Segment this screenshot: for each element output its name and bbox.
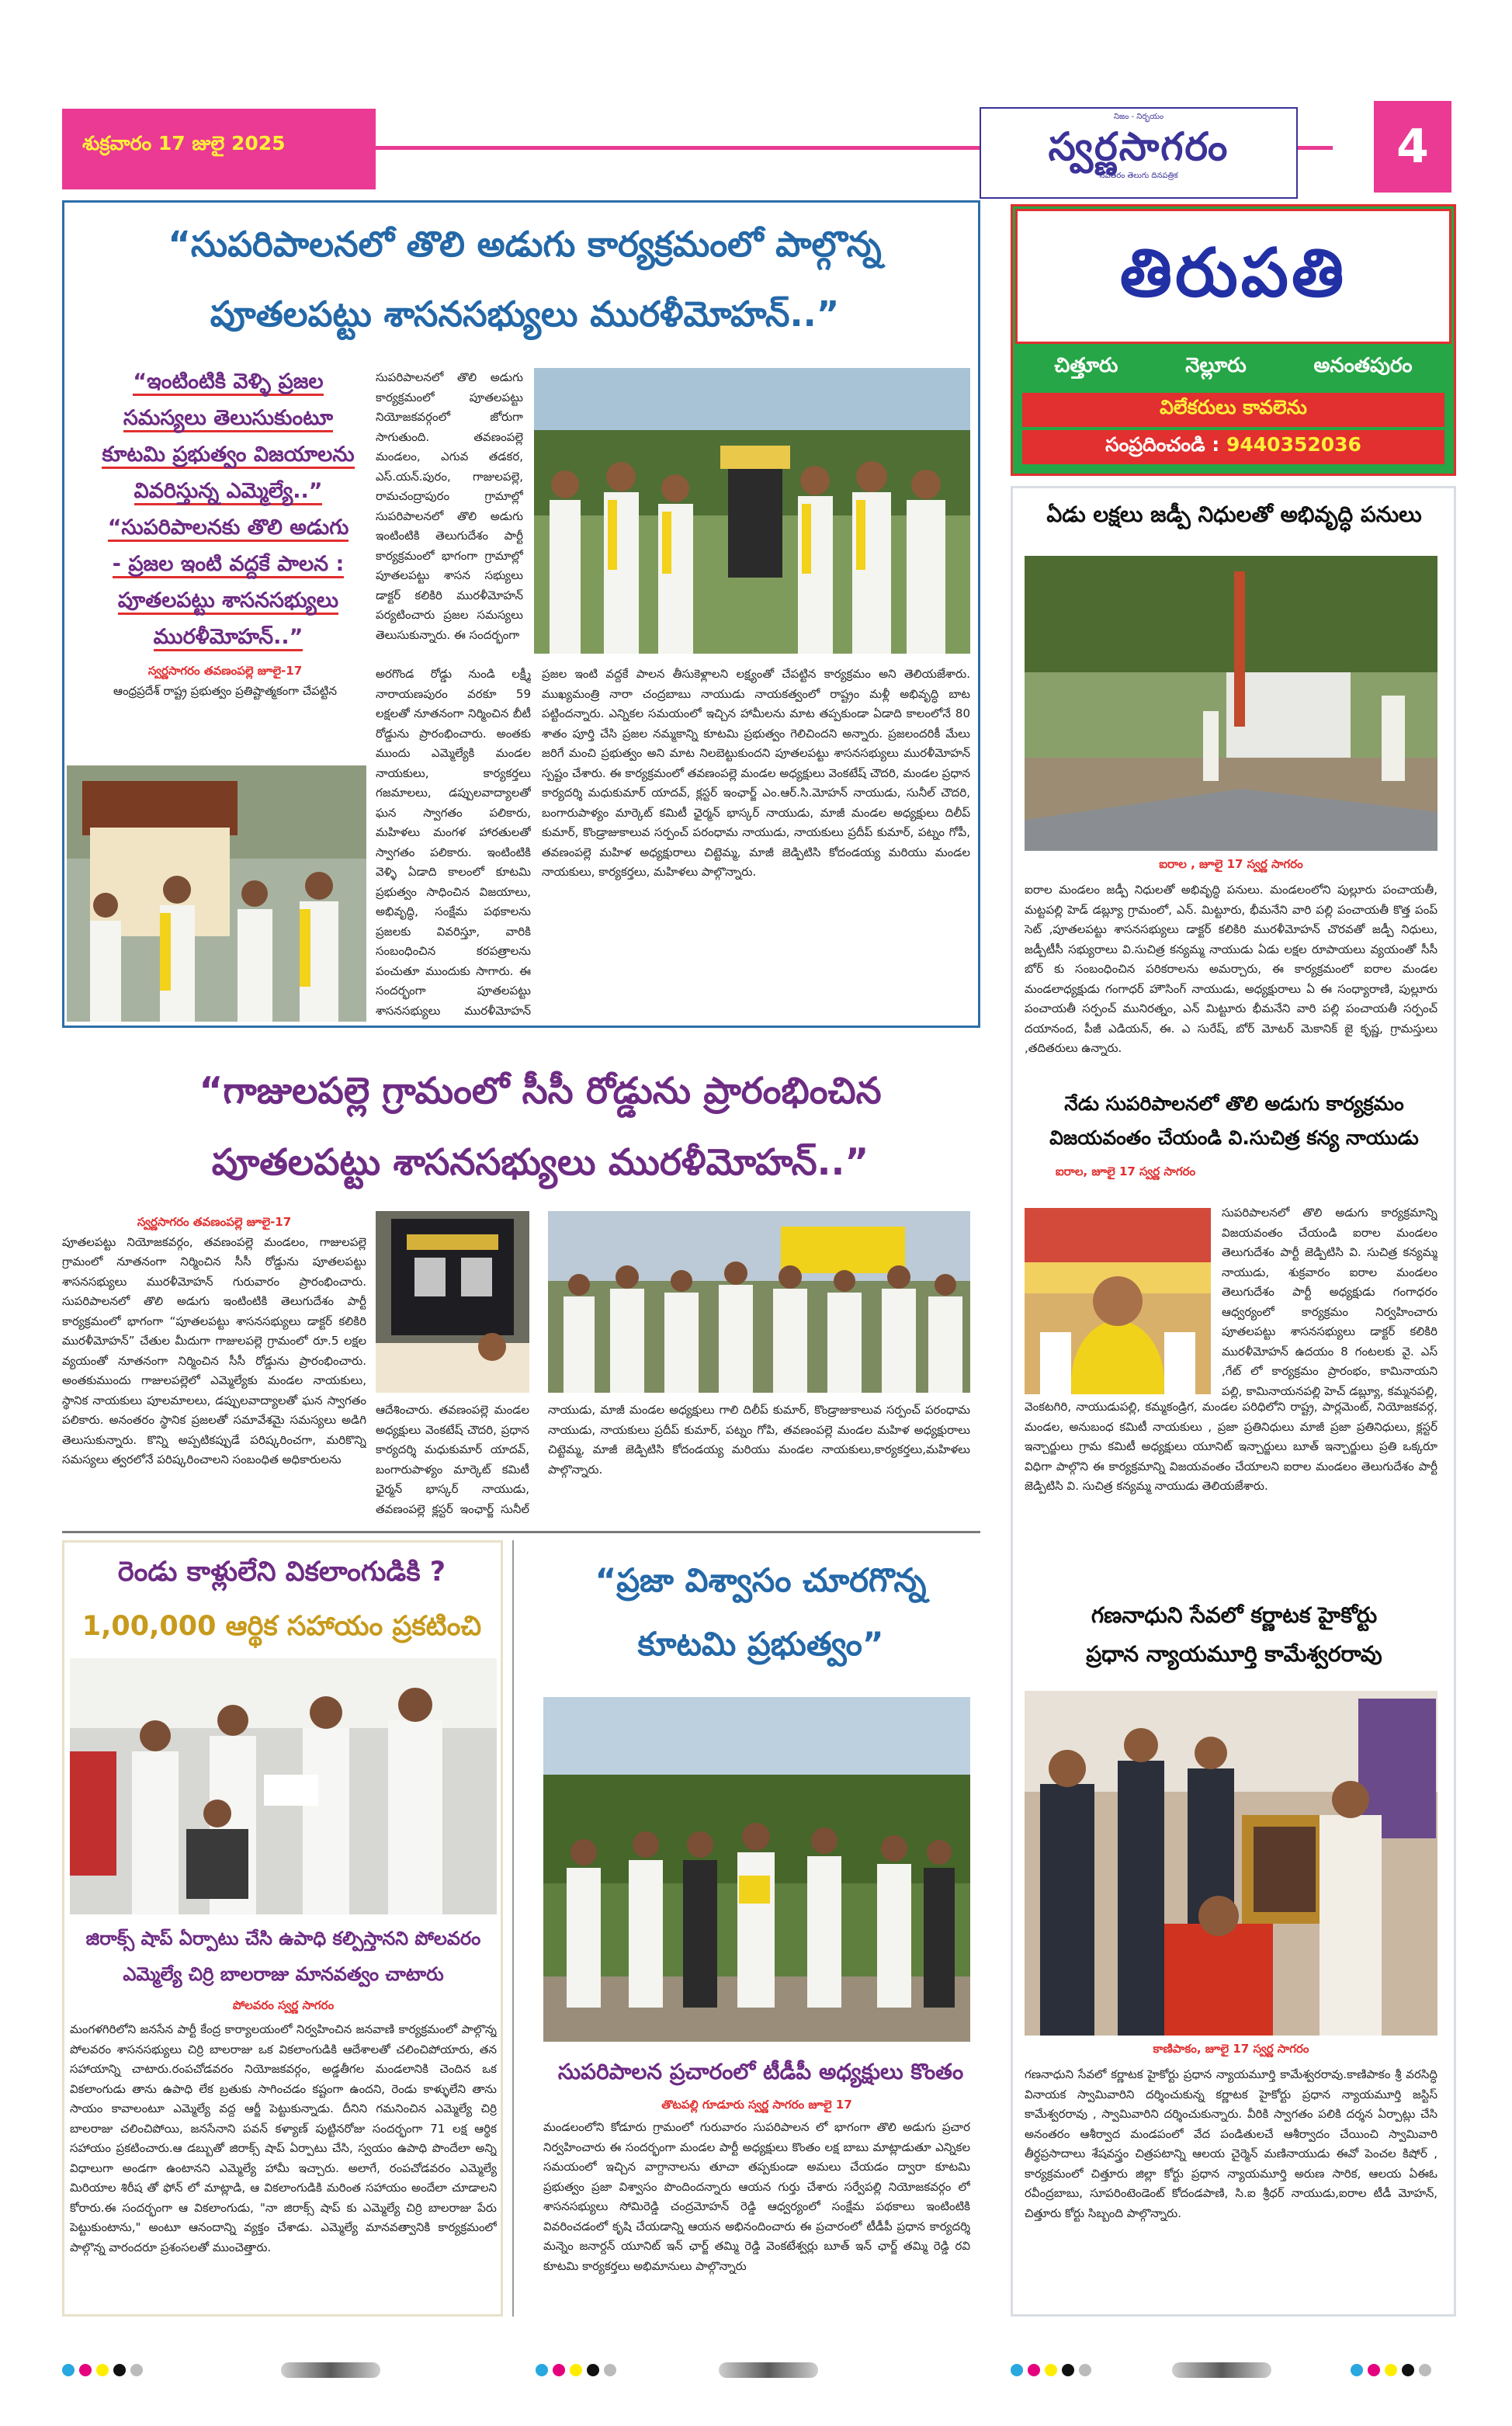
bottom-middle-headline: “ప్రజా విశ్వాసం చూరగొన్న కూటమి ప్రభుత్వం”: [595, 1561, 927, 1663]
issue-date: శుక్రవారం 17 జులై 2025: [62, 109, 376, 189]
article1-subheadline: “ఇంటింటికి వెళ్ళి ప్రజల సమస్యలు తెలుసుకుంటూ కూటమి ప్రభుత్వం విజయాలను వివరిస్తున్న ఎమ్మెల్యే..” “సుపరిపాలనకు తొలి అడుగు - ప్రజల ఇంటి వద్దకే పాలన : పూతలపట్టు శాసనసభ్యులు మురళీమోహన్..”: [96, 363, 360, 655]
article2-column-3: నాయుడు, మాజీ మండల అధ్యక్షులు గాలి దిలీప్ కుమార్, కొండ్రాజుకాలువ సర్పంచ్ పరంధామ నాయుడు, నాయకులు ప్రదీప్ కుమార్, పట్నం గోపి, తవణంపల్లె మండల మహిళ అధ్యక్షురాలు చిట్టెమ్మ, మాజీ జెడ్పిటిసి కోదండయ్య మరియు మండల నాయకులు,కార్యకర్తలు,మహిళలు పాల్గొన్నారు.: [548, 1403, 970, 1477]
right1-headline: ఏడు లక్షలు జడ్పీ నిధులతో అభివృద్ధి పనులు: [1046, 502, 1422, 527]
bottom-middle-caption: సుపరిపాలన ప్రచారంలో టీడీపీ అధ్యక్షులు కొంతం: [557, 2059, 964, 2084]
ad-cities: [1013, 346, 1454, 385]
bottom-left-caption: జిరాక్స్ షాప్ ఏర్పాటు చేసి ఉపాధి కల్పిస్తానని పోలవరం ఎమ్మెల్యే చిర్రి బాలరాజు మానవత్వం చాటారు: [85, 1928, 481, 1985]
article2-photo-crowd: [548, 1211, 970, 1393]
right2-photo-portrait: [1025, 1208, 1211, 1394]
tirupati-ad: [1011, 204, 1456, 476]
ad-city: నెల్లూరు: [1185, 354, 1247, 377]
ad-title: తిరుపతి: [1119, 234, 1347, 312]
column-divider: [512, 1540, 514, 2317]
right1-body: ఐరాల మండలం జడ్పీ నిధులతో అభివృద్ధి పనులు. మండలంలోని పుల్లూరు పంచాయతీ, మట్టపల్లి హెడ్ డబ్ల్యూ గ్రామంలో, ఎన్. మిట్టూరు, భీమనేని వారి పల్లి పంచాయతీ కొత్త పంప్ సెట్ ,పూతలపట్టు శాసనసభ్యులు డాక్టర్ కలికిరి మురళీమోహన్ చొరవతో జడ్పీ నిధులు, జడ్పీటీసీ సభ్యురాలు వి.సుచిత్ర కన్యమ్మ నాయుడు ఏడు లక్షల రూపాయలు వ్యయంతో సీసీ బోర్ కు సంబంధించిన పరికరాలను అమర్చారు, ఈ కార్యక్రమంలో ఐరాల మండల మండలాధ్యక్షుడు గంగాధర్ హౌసింగ్ నాయుడు, అధ్యక్షురాలు ఏ ఈ సంధ్యారాణి, పుల్లూరు పంచాయతీ సర్పంచ్ మునిరత్నం, ఎన్ మిట్టూరు భీమనేని వారి పల్లి పంచాయతీ సర్పంచ్ దయానంద, పీజీ ఎడియన్, ఈ. ఎ సురేష్, బోర్ మోటర్ మెకానిక్ జై కృష్ణ, గ్రామస్తులు ,తదితరులు ఉన్నారు.: [1025, 883, 1437, 1055]
bottom-middle-photo: [543, 1697, 970, 2042]
bottom-left-headline: రెండు కాళ్లులేని వికలాంగుడికి ? 1,00,000 ఆర్థిక సహాయం ప్రకటించి: [81, 1557, 482, 1642]
right2-dateline: ఐరాల, జూలై 17 స్వర్ణ సాగరం: [1055, 1164, 1196, 1178]
ad-title-box: [1015, 209, 1451, 344]
logo-tagline-bottom: నవతరం తెలుగు దినపత్రిక: [1099, 172, 1178, 180]
registration-dots: [62, 2360, 143, 2380]
right3-photo-temple: [1025, 1691, 1437, 2036]
bottom-middle-body: మండలంలోని కోడూరు గ్రామంలో గురువారం సుపరిపాలన లో భాగంగా తొలి అడుగు ప్రచార నిర్వహించారు ఈ సందర్భంగా మండల పార్టీ అధ్యక్షులు కొంతం లక్ష బాబు మాట్లాడుతూ ఎన్నికల సమయంలో ఇచ్చిన వాగ్దానాలను తూచా తప్పకుండా అమలు చేయడం ద్వారా కూటమి ప్రభుత్వం ప్రజా విశ్వాసం పొందిందన్నారు ఆయన గుర్తు చేశారు సర్వేపల్లి నియోజకవర్గం లో శాసనసభ్యులు సోమిరెడ్డి చంద్రమోహన్ రెడ్డి ఆధ్వర్యంలో సంక్షేమ పథకాలు ఇంటింటికి వివరించడంలో కృషి చేయడాన్ని ఆయన అభినందించారు ఈ ప్రచారంలో టీడీపీ ప్రధాన కార్యదర్శి మన్నెం జనార్దన్ యూనిట్ ఇన్ ఛార్జ్ తమ్మి రెడ్డి వెంకటేశ్వర్లు బూత్ ఇన్ ఛార్జ్ తమ్మి రెడ్డి రవి కూటమి కార్యకర్తలు అభిమానులు పాల్గొన్నారు: [543, 2120, 970, 2273]
bottom-middle-dateline: తొటపల్లి గూడూరు స్వర్ణ సాగరం జూలై 17: [661, 2098, 852, 2112]
registration-dots: [536, 2360, 616, 2380]
bottom-left-photo: [70, 1658, 497, 1914]
ad-phone: 9440352036: [1226, 433, 1361, 456]
right1-photo-borewell: [1025, 556, 1437, 851]
article2-headline: “గాజులపల్లె గ్రామంలో సీసీ రోడ్డును ప్రారంభించిన పూతలపట్టు శాసనసభ్యులు మురళీమోహన్..”: [199, 1070, 882, 1184]
right3-body: గణనాధుని సేవలో కర్ణాటక హైకోర్టు ప్రధాన న్యాయమూర్తి కామేశ్వరరావు.కాణిపాకం శ్రీ వరసిద్ధి వినాయక స్వామివారిని దర్శించుకున్న కర్ణాటక హైకోర్టు ప్రధాన న్యాయమూర్తి జస్టిస్ కామేశ్వరరావు , స్వామివారిని దర్శించుకున్నారు. వీరికి స్వాగతం పలికి దర్శన ఏర్పాట్లు చేసి అనంతరం ఆశీర్వాద మండపంలో వేద పండితులచే ఆశీర్వాదం చేయించి స్వామివారి తీర్థప్రసాదాలు శేషవస్త్రం చిత్రపటాన్ని ఆలయ చైర్మెన్ మణినాయుడు ఈవో పెంచల కిషోర్ , కార్యక్రమంలో చిత్తూరు జిల్లా కోర్టు ప్రధాన న్యాయమూర్తి అరుణ సారిక, ఆలయ ఏఈఓ రవీంద్రబాబు, సూపరింటెండెంట్ కోదండపాణి, సి.ఐ శ్రీధర్ నాయుడు,ఐరాల టీడీ మోహన్, చిత్తూరు కోర్టు సిబ్బంది పాల్గొన్నారు.: [1025, 2067, 1437, 2220]
ad-notice: విలేకరులు కావలెను: [1022, 393, 1444, 427]
article1-column-2: అరగొండ రోడ్డు నుండి లక్ష్మీ నారాయణపురం వరకూ 59 లక్షలతో నూతనంగా నిర్మించిన బీటీ రోడ్డును ప్రారంభించారు. అంతకు ముందు ఎమ్మెల్యేకి మండల నాయకులు, కార్యకర్తలు గజమాలలు, డప్పులవాద్యాలతో ఘన స్వాగతం పలికారు, మహిళలు మంగళ హారతులతో స్వాగతం పలికారు. ఇంటింటికి వెళ్ళి ఏడాది కాలంలో కూటమి ప్రభుత్వం సాధించిన విజయాలు, అభివృద్ధి, సంక్షేమ పథకాలను ప్రజలకు వివరిస్తూ, వారికి సంబంధించిన కరపత్రాలను పంచుతూ ముందుకు సాగారు. ఈ సందర్భంగా పూతలపట్టు శాసనసభ్యులు మురళీమోహన్: [376, 667, 531, 1018]
article1-column-3: ప్రజల ఇంటి వద్దకే పాలన తీసుకెళ్లాలని లక్ష్యంతో చేపట్టిన కార్యక్రమం అని తెలియజేశారు. ముఖ్యమంత్రి నారా చంద్రబాబు నాయుడు నాయకత్వంలో రాష్ట్రం మళ్లీ అభివృద్ధి బాట పట్టిందన్నారు. ఎన్నికల సమయంలో ఇచ్చిన హామీలను మాట తప్పకుండా ఏడాది కాలంలోనే 80 శాతం పూర్తి చేసి ప్రజల నమ్మకాన్ని కూటమి ప్రభుత్వం గెలిచిందని అన్నారు. ప్రజలందరికీ మేలు జరిగే మంచి ప్రభుత్వం అని మాట నిలబెట్టుకుందని పూతలపట్టు శాసనసభ్యులు మురళీమోహన్ స్పష్టం చేశారు. ఈ కార్యక్రమంలో తవణంపల్లె మండల అధ్యక్షులు వెంకటేష్ చౌదరి, మండల ప్రధాన కార్యదర్శి మధుకుమార్ యాదవ్, క్లస్టర్ ఇంఛార్జ్ ఎం.ఆర్.సి.మోహన్ నాయుడు, సునీల్ చౌదరి, బంగారుపాళ్యం మార్కెట్ కమిటీ ఛైర్మన్ భాస్కర్ నాయుడు, మాజీ మండల అధ్యక్షులు దిలీప్ కుమార్, కొండ్రాజుకాలువ సర్పంచ్ పరంధామ నాయుడు, నాయకులు ప్రదీప్ కుమార్, పట్నం గోపీ, తవణంపల్లె మహిళ అధ్యక్షురాలు చిట్టెమ్మ, మాజీ జెడ్పిటిసి కోదండయ్య మరియు మండల నాయకులు, కార్యకర్తలు, మహిళలు పాల్గొన్నారు.: [542, 667, 970, 879]
article1-headline: “సుపరిపాలనలో తొలి అడుగు కార్యక్రమంలో పాల్గొన్న పూతలపట్టు శాసనసభ్యులు మురళీమోహన్..”: [168, 224, 882, 335]
page-number: 4: [1374, 101, 1451, 193]
registration-bar: [1172, 2362, 1271, 2378]
right2-side-text: సుపరిపాలనలో తొలి అడుగు కార్యక్రమాన్ని విజయవంతం చేయండి ఐరాల మండలం తెలుగుదేశం పార్టీ జెడ్పిటిసి వి. సుచిత్ర కన్యమ్మ నాయుడు, శుక్రవారం ఐరాల మండలం తెలుగుదేశం పార్టీ అధ్యక్షుడు గంగాధరం ఆధ్వర్యంలో కార్యక్రమం నిర్వహించారు పూతలపట్టు శాసనసభ్యులు డాక్టర్ కలికిరి మురళీమోహన్ ఉదయం 8 గంటలకు వై. ఎస్ ,గేట్ లో కార్యక్రమం ప్రారంభం, కామినాయని పల్లి, కామినాయనపల్లి హెచ్ డబ్ల్యూ, కమ్మనపల్లి,: [1222, 1206, 1437, 1398]
right3-headline: గణనాధుని సేవలో కర్ణాటక హైకోర్టు ప్రధాన న్యాయమూర్తి కామేశ్వరరావు: [1086, 1602, 1382, 1667]
article2-column-1: స్వర్ణసాగరం తవణంపల్లె జూలై-17 పూతలపట్టు నియోజకవర్గం, తవణంపల్లె మండలం, గాజులపల్లె గ్రామంలో నూతనంగా నిర్మించిన సీసీ రోడ్డును పూతలపట్టు శాసనసభ్యులు మురళీమోహన్ గురువారం ప్రారంభించారు. సుపరిపాలనలో తొలి అడుగు ఇంటింటికి తెలుగుదేశం పార్టీ కార్యక్రమంలో భాగంగా “పూతలపట్టు శాసనసభ్యులు డాక్టర్ కలికిరి మురళీమోహన్” చేతుల మీదుగా గాజులపల్లె గ్రామంలో రూ.5 లక్షల వ్యయంతో నూతనంగా నిర్మించిన సీసీ రోడ్డును ప్రారంభించారు. అంతకుముందు గాజులపల్లెలో ఎమ్మెల్యేకు మండల నాయకులు, స్థానిక నాయకులు పూలమాలలు, డప్పులవాద్యాలతో ఘన స్వాగతం పలికారు. అనంతరం స్థానిక ప్రజలతో సమావేశమై సమస్యలు అడిగి తెలుసుకున్నారు. కొన్ని అప్పటికప్పుడే పరిష్కరించగా, మరికొన్ని సమస్యలు త్వరలోనే పరిష్కరించాలని సంబంధిత అధికారులను: [62, 1215, 366, 1466]
article1-photo-ceremony: [534, 368, 970, 654]
registration-bar: [281, 2362, 380, 2378]
article2-column-2: ఆదేశించారు. తవణంపల్లె మండల అధ్యక్షులు వెంకటేష్ చౌదరి, ప్రధాన కార్యదర్శి మధుకుమార్ యాదవ్, బంగారుపాళ్యం మార్కెట్ కమిటీ ఛైర్మన్ భాస్కర్ నాయుడు, తవణంపల్లె క్లస్టర్ ఇంఛార్జ్ సునీల్: [376, 1403, 529, 1516]
right1-caption: ఐరాల , జూలై 17 స్వర్ణ సాగరం: [1159, 857, 1303, 871]
bottom-left-dateline: పోలవరం స్వర్ణ సాగరం: [232, 1998, 335, 2012]
masthead-logo: [980, 107, 1298, 199]
registration-dots: [1351, 2360, 1431, 2380]
right2-body: వెంకటగిరి, నాయుడుపల్లి, కమ్మకండ్రిగ, మండల పరిధిలోని రాష్ట్ర, పార్లమెంట్, నియోజకవర్గ, మండల, అనుబంధ కమిటీ నాయకులు , ప్రజా ప్రతినిధులు మాజీ ప్రజా ప్రతినిధులు, క్లస్టర్ ఇన్చార్జులు గ్రామ కమిటీ అధ్యక్షులు యూనిట్ ఇన్చార్జులు బూత్ ఇన్చార్జులు ప్రతి ఒక్కరూ విధిగా పాల్గొని ఈ కార్యక్రమాన్ని విజయవంతం చేయాలని ఐరాల మండలం తెలుగుదేశం పార్టీ జెడ్పిటిసి వి. సుచిత్ర కన్యమ్మ నాయుడు తెలియజేశారు.: [1025, 1400, 1437, 1493]
bottom-left-body: మంగళగిరిలోని జనసేన పార్టీ కేంద్ర కార్యాలయంలో నిర్వహించిన జనవాణి కార్యక్రమంలో పాల్గొన్న పోలవరం శాసనసభ్యులు చిర్రి బాలరాజు ఒక వికలాంగుడికి ఆదేశాలతో చలించిపోయారు, తన సహాయాన్ని చాటారు.రంపచోడవరం నియోజకవర్గం, అడ్డతీగల మండలానికి చెందిన ఒక వికలాంగుడు తాను ఉపాధి లేక బ్రతుకు సాగించడం కష్టంగా ఉందని, రెండు కాళ్ళులేని తాను సాయం కావాలంటూ ఎమ్మెల్యే వద్ద ఆర్జీ పెట్టుకున్నాడు. దీనిని గమనించిన ఎమ్మెల్యే చిర్రి బాలరాజు చలించిపోయి, జనసేనాని పవన్ కళ్యాణ్ పుట్టినరోజు సందర్భంగా 71 లక్ష ఆర్థిక సహాయం ప్రకటించారు.ఆ డబ్బుతో జిరాక్స్ షాప్ ఏర్పాటు చేసి, స్వయం ఉపాధి పొందేలా అన్ని విధాలుగా అండగా ఉంటానని ఎమ్మెల్యే హామీ ఇచ్చారు. అలాగే, రంపచోడవరం ఎమ్మెల్యే మిరియాల శిరీష తో ఫోన్ లో మాట్లాడి, ఆ వికలాంగుడికి మరింత సహాయం అందేలా చూడాలని కోరారు.ఈ సందర్భంగా ఆ వికలాంగుడు, "నా జిరాక్స్ షాప్ కు ఎమ్మెల్యే చిర్రి బాలరాజు పేరు పెట్టుకుంటాను," అంటూ ఆనందాన్ని వ్యక్తం చేశాడు. ఎమ్మెల్యే మానవత్వానికి కార్యక్రమంలో పాల్గొన్న వారందరూ ప్రశంసలతో ముంచెత్తారు.: [70, 2022, 497, 2254]
article1-dateline: స్వర్ణసాగరం తవణంపల్లె జూలై-17 ఆంధ్రప్రదేశ్ రాష్ట్ర ప్రభుత్వం ప్రతిష్టాత్మకంగా చేపట్టిన: [113, 664, 338, 698]
article1-photo-group: [67, 765, 366, 1022]
registration-bar: [719, 2362, 818, 2378]
ad-contact: సంప్రదించండి : 9440352036: [1022, 430, 1444, 464]
article2-photo-plaque: [376, 1211, 529, 1393]
article1-column-1: సుపరిపాలనలో తొలి అడుగు కార్యక్రమంలో పూతలపట్టు నియోజకవర్గంలో జోరుగా సాగుతుంది. తవణంపల్లె మండలం, ఎగువ తడకర, ఎస్.యన్.పురం, గాజులపల్లె, రామచంద్రాపురం గ్రామాల్లో సుపరిపాలనలో తొలి అడుగు ఇంటింటికి తెలుగుదేశం పార్టీ కార్యక్రమంలో భాగంగా గ్రామాల్లో పూతలపట్టు శాసన సభ్యులు డాక్టర్ కలికిరి మురళీమోహన్ పర్యటించారు ప్రజల సమస్యలు తెలుసుకున్నారు. ఈ సందర్భంగా: [376, 370, 523, 642]
right2-headline: నేడు సుపరిపాలనలో తొలి అడుగు కార్యక్రమం విజయవంతం చేయండి వి.సుచిత్ర కన్య నాయుడు: [1049, 1092, 1419, 1149]
right3-caption: కాణిపాకం, జూలై 17 స్వర్ణ సాగరం: [1153, 2042, 1309, 2056]
section-divider: [62, 1531, 980, 1533]
ad-city: అనంతపురం: [1313, 354, 1413, 377]
registration-dots: [1011, 2360, 1091, 2380]
logo-tagline-top: నిజం - నిర్భయం: [1113, 113, 1164, 121]
logo-name: స్వర్ణసాగరం: [1048, 123, 1229, 169]
ad-city: చిత్తూరు: [1054, 354, 1118, 377]
